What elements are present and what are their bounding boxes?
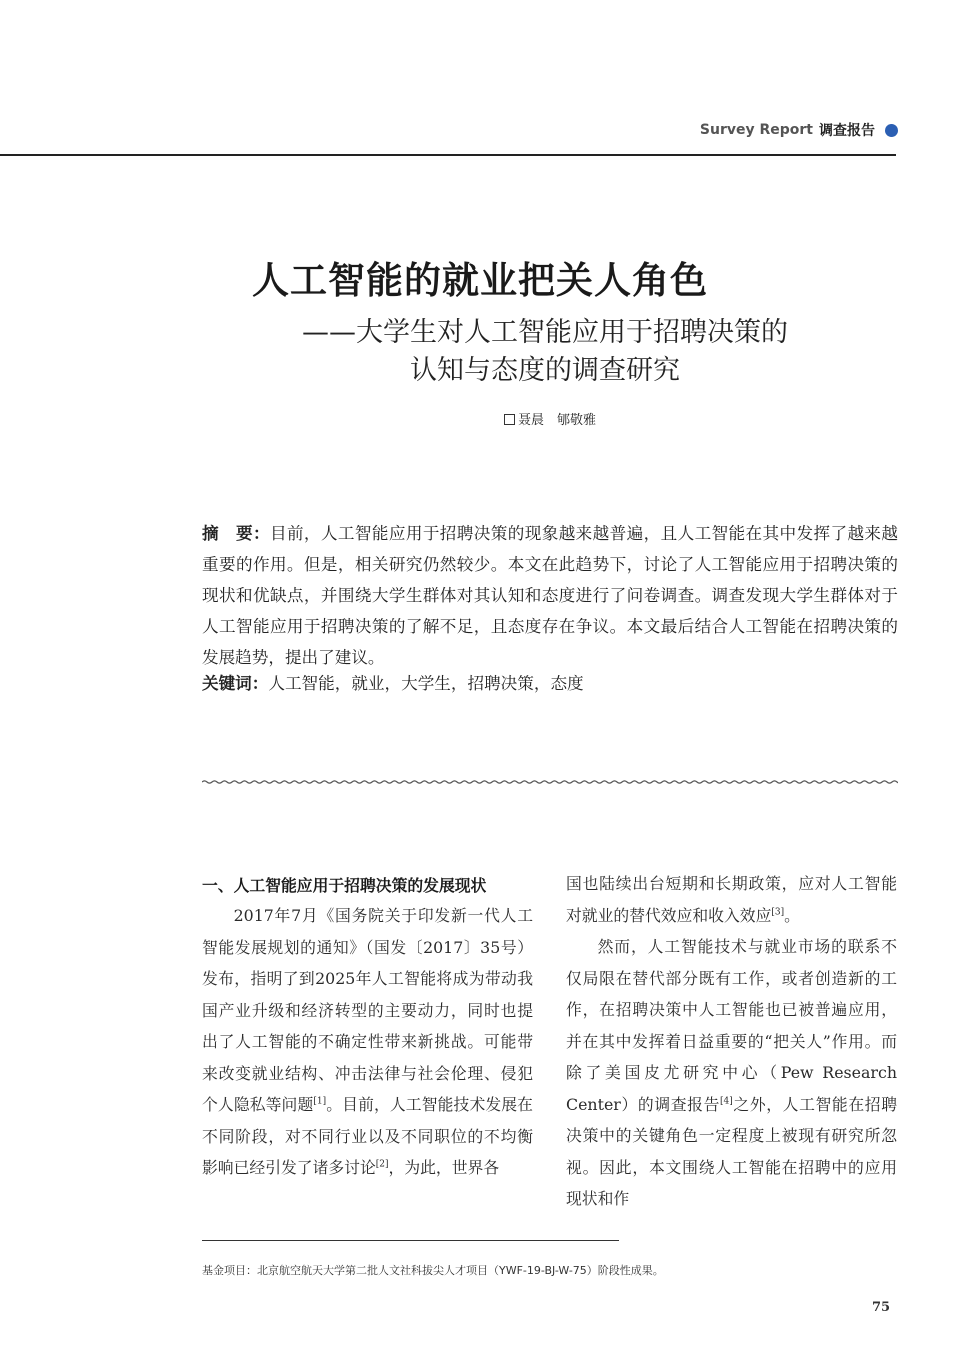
fund-footnote: 基金项目：北京航空航天大学第二批人文社科拔尖人才项目（YWF-19-BJ-W-75）阶段性成果。 [202,1264,664,1277]
abstract-label: 摘 要： [202,524,270,543]
body-paragraph [566,868,897,931]
article-subtitle-line2: 认知与态度的调查研究 [410,355,680,386]
page-number: 75 [872,1300,891,1315]
body-text: 之外，人工智能在招聘决策中的关键角色一定程度上被现有研究所忽视。因此，本文围绕人工智能在招聘中的应用现状和作 [566,1094,897,1208]
square-icon [504,414,515,425]
article-subtitle-line1: ——大学生对人工智能应用于招聘决策的 [302,317,788,348]
keywords [202,670,898,698]
section-label-zh: 调查报告 [819,123,875,139]
article-title: 人工智能的就业把关人角色 [252,259,708,302]
header-rule [0,154,896,156]
blue-dot-icon [885,124,898,137]
abstract-text: 目前，人工智能应用于招聘决策的现象越来越普遍，且人工智能在其中发挥了越来越重要的作用。但是，相关研究仍然较少。本文在此趋势下，讨论了人工智能应用于招聘决策的现状和优缺点，并围绕大学生群体对其认知和态度进行了问卷调查。调查发现大学生群体对于人工智能应用于招聘决策的了解不足，且态度存在争议。本文最后结合人工智能在招聘决策的发展趋势，提出了建议。 [202,524,899,667]
body-text: 然而，人工智能技术与就业市场的联系不仅局限在替代部分既有工作，或者创造新的工作，在招聘决策中人工智能也已被普遍应用，并在其中发挥着日益重要的“把关人”作用。而除了美国皮尤研究中心（Pew Research Center）的调查报告 [566,937,897,1114]
body-text: 2017年7月《国务院关于印发新一代人工智能发展规划的通知》（国发〔2017〕35号）发布，指明了到2025年人工智能将成为带动我国产业升级和经济转型的主要动力，同时也提出了人工智能的不确定性带来新挑战。可能带来改变就业结构、冲击法律与社会伦理、侵犯个人隐私等问题 [202,906,533,1114]
citation-ref: [3] [771,907,785,918]
body-column-right [566,868,897,1215]
citation-ref: [1] [313,1096,327,1107]
abstract [202,518,898,673]
citation-ref: [2] [375,1159,389,1170]
citation-ref: [4] [720,1096,733,1107]
keywords-label: 关键词： [202,674,269,693]
footnote-rule [202,1240,619,1241]
body-paragraph [566,931,897,1215]
section-heading-1: 一、人工智能应用于招聘决策的发展现状 [202,876,487,895]
body-text: 国也陆续出台短期和长期政策，应对人工智能对就业的替代效应和收入效应 [566,874,897,925]
wavy-divider [202,776,898,788]
author-line [0,409,960,428]
body-text: 。 [784,905,800,925]
body-text: ，为此，世界各 [388,1158,500,1177]
keywords-text: 人工智能，就业，大学生，招聘决策，态度 [268,674,584,693]
body-column-left [202,872,533,1184]
body-paragraph [202,900,533,1184]
authors: 聂晨 郇敬雅 [517,413,596,428]
section-label-en: Survey Report [699,122,813,138]
running-header [700,120,898,140]
body-text: 。目前，人工智能技术发展在不同阶段，对不同行业以及不同职位的不均衡影响已经引发了诸多讨论 [202,1095,533,1177]
